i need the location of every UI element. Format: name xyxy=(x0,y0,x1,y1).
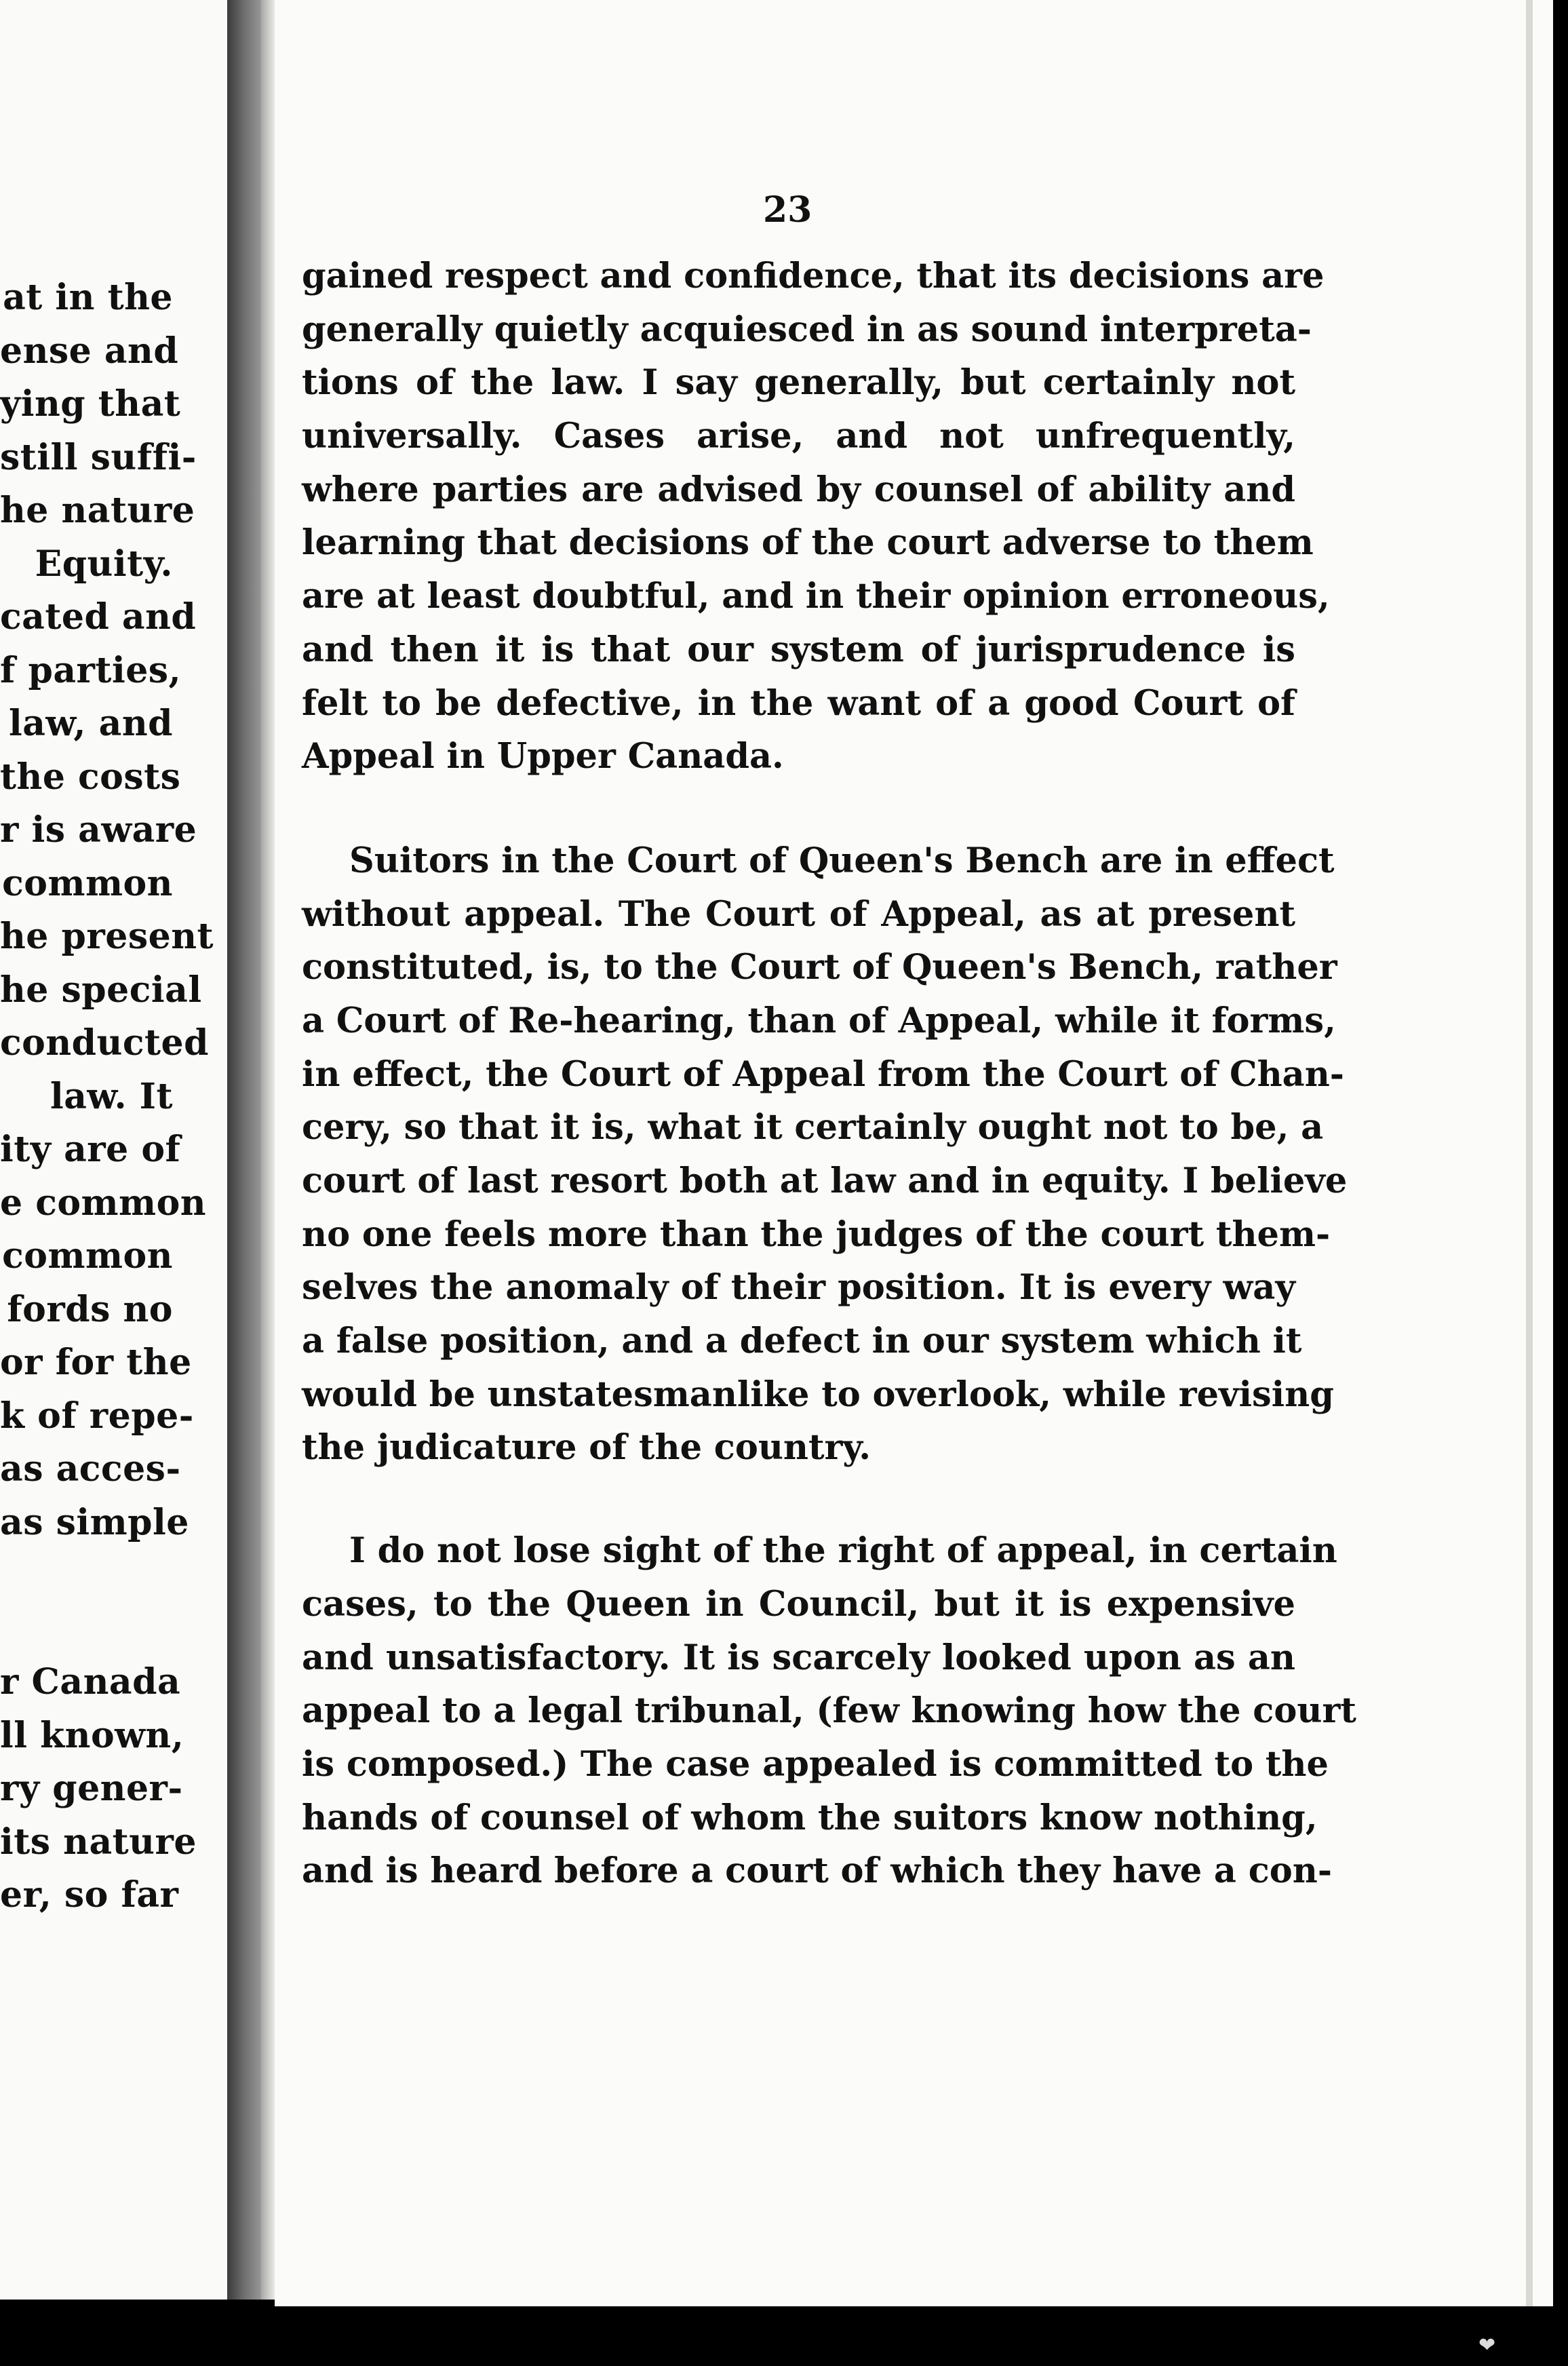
text-line: is composed.) The case appealed is committed to the xyxy=(302,1743,1329,1785)
text-line: appeal to a legal tribunal, (few knowing how the court xyxy=(302,1690,1356,1732)
left-page-line: e common xyxy=(0,1182,207,1224)
text-line: court of last resort both at law and in equity. I believe xyxy=(302,1161,1348,1201)
left-page-line: ry gener- xyxy=(0,1768,183,1809)
text-line: a Court of Re-hearing, than of Appeal, while it forms, xyxy=(302,1000,1336,1041)
left-page-line: ying that xyxy=(0,383,181,425)
text-line: would be unstatesmanlike to overlook, while revising xyxy=(302,1374,1334,1415)
left-page-line: k of repe- xyxy=(0,1395,194,1437)
corner-mark: ❤ xyxy=(1478,2333,1496,2357)
left-page-line: fords no xyxy=(7,1288,173,1330)
left-page-line: common xyxy=(2,862,173,904)
text-line: universally. Cases arise, and not unfrequently, xyxy=(302,416,1295,457)
left-page-line: its nature xyxy=(0,1821,197,1863)
left-page-line: at in the xyxy=(3,277,173,318)
page-number: 23 xyxy=(763,189,812,231)
left-page-line: common xyxy=(2,1235,173,1277)
left-page-line: law, and xyxy=(8,703,173,744)
left-page-line: ense and xyxy=(0,330,179,372)
left-page-line: conducted xyxy=(0,1022,209,1064)
text-line: in effect, the Court of Appeal from the Court of Chan- xyxy=(302,1053,1344,1095)
text-line: cery, so that it is, what it certainly ought not to be, a xyxy=(302,1107,1324,1148)
text-line: without appeal. The Court of Appeal, as at present xyxy=(302,893,1295,935)
left-page-line: as simple xyxy=(0,1501,189,1543)
text-line: learning that decisions of the court adverse to them xyxy=(302,522,1314,564)
text-line: Appeal in Upper Canada. xyxy=(302,736,784,777)
left-page-line xyxy=(0,1549,173,1603)
text-line: are at least doubtful, and in their opinion erroneous, xyxy=(302,576,1330,617)
text-line: constituted, is, to the Court of Queen's Bench, rather xyxy=(302,947,1337,988)
left-page-line: cated and xyxy=(0,596,197,638)
text-line: a false position, and a defect in our system which it xyxy=(302,1321,1302,1362)
text-line: and unsatisfactory. It is scarcely looked upon as an xyxy=(302,1637,1295,1678)
left-page-text xyxy=(0,271,214,1922)
left-page-line: as acces- xyxy=(0,1448,181,1490)
left-page-line: r Canada xyxy=(0,1661,181,1703)
left-page-line: ll known, xyxy=(0,1714,184,1756)
text-line: cases, to the Queen in Council, but it is expensive xyxy=(302,1583,1295,1625)
text-line: the judicature of the country. xyxy=(302,1427,871,1469)
text-line: and is heard before a court of which they have a con- xyxy=(302,1850,1333,1892)
left-page-line: he special xyxy=(0,969,202,1011)
left-page-line: he present xyxy=(0,916,214,957)
left-page-line xyxy=(0,1603,173,1656)
left-page-line: Equity. xyxy=(35,543,173,585)
text-line: no one feels more than the judges of the court them- xyxy=(302,1214,1331,1255)
text-line: hands of counsel of whom the suitors know nothing, xyxy=(302,1797,1318,1838)
paragraph-2 xyxy=(302,834,1348,1475)
left-facing-page xyxy=(0,0,227,2300)
left-page-line: r is aware xyxy=(0,809,197,851)
text-line: I do not lose sight of the right of appeal, in certain xyxy=(349,1530,1337,1572)
text-line: Suitors in the Court of Queen's Bench are in effect xyxy=(349,840,1335,881)
text-line: selves the anomaly of their position. It is every way xyxy=(302,1267,1295,1308)
text-line: where parties are advised by counsel of ability and xyxy=(302,469,1295,510)
text-line: gained respect and confidence, that its decisions are xyxy=(302,256,1325,296)
left-page-line: the costs xyxy=(0,756,181,798)
text-line: felt to be defective, in the want of a good Court of xyxy=(302,682,1295,724)
left-page-line: still suffi- xyxy=(0,436,197,478)
scan-bottom-border xyxy=(0,2306,1568,2366)
text-line: and then it is that our system of jurisprudence is xyxy=(302,629,1295,670)
left-page-line: f parties, xyxy=(0,649,182,691)
text-line: tions of the law. I say generally, but certainly not xyxy=(302,362,1295,404)
page-edge xyxy=(1526,0,1533,2306)
left-page-line: or for the xyxy=(0,1342,192,1383)
gutter-shadow xyxy=(261,0,275,2300)
body-text xyxy=(302,250,1356,1898)
paragraph-1 xyxy=(302,250,1330,783)
paragraph-3 xyxy=(302,1524,1356,1898)
left-page-line: law. It xyxy=(50,1075,173,1117)
text-line: generally quietly acquiesced in as sound interpreta- xyxy=(302,309,1312,350)
left-page-line: ity are of xyxy=(0,1129,181,1170)
left-page-line: er, so far xyxy=(0,1874,179,1916)
left-page-line: he nature xyxy=(0,490,195,531)
